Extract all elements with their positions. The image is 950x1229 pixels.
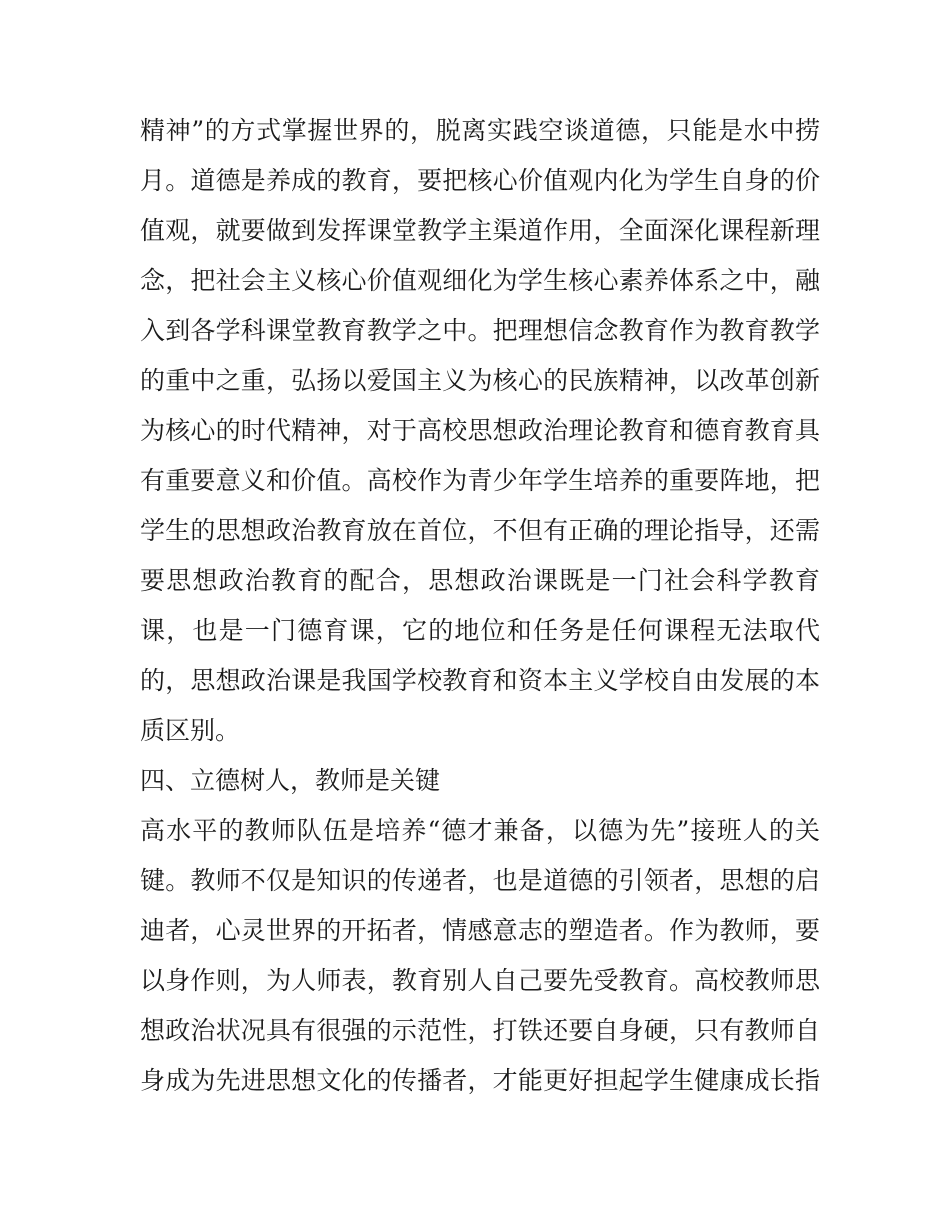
section-heading: 四、立德树人，教师是关键: [140, 766, 441, 795]
body-text: [140, 106, 820, 1106]
text-line: 的，思想政治课是我国学校教育和资本主义学校自由发展的本: [140, 666, 820, 695]
text-line: 迪者，心灵世界的开拓者，情感意志的塑造者。作为教师，要: [140, 916, 820, 945]
text-line: 有重要意义和价值。高校作为青少年学生培养的重要阵地，把: [140, 466, 820, 495]
text-line: 高水平的教师队伍是培养“德才兼备，以德为先”接班人的关: [140, 816, 820, 845]
text-line: 为核心的时代精神，对于高校思想政治理论教育和德育教育具: [140, 416, 820, 445]
text-line: 的重中之重，弘扬以爱国主义为核心的民族精神，以改革创新: [140, 366, 820, 395]
text-line: 想政治状况具有很强的示范性，打铁还要自身硬，只有教师自: [140, 1016, 820, 1045]
text-line: 质区别。: [140, 716, 241, 745]
text-line: 身成为先进思想文化的传播者，才能更好担起学生健康成长指: [140, 1066, 820, 1095]
text-line: 课，也是一门德育课，它的地位和任务是任何课程无法取代: [140, 616, 820, 645]
text-line: 精神”的方式掌握世界的，脱离实践空谈道德，只能是水中捞: [140, 116, 820, 145]
text-line: 键。教师不仅是知识的传递者，也是道德的引领者，思想的启: [140, 866, 820, 895]
text-line: 学生的思想政治教育放在首位，不但有正确的理论指导，还需: [140, 516, 820, 545]
text-line: 月。道德是养成的教育，要把核心价值观内化为学生自身的价: [140, 166, 820, 195]
text-line: 要思想政治教育的配合，思想政治课既是一门社会科学教育: [140, 566, 820, 595]
text-line: 念，把社会主义核心价值观细化为学生核心素养体系之中，融: [140, 266, 820, 295]
text-line: 以身作则，为人师表，教育别人自己要先受教育。高校教师思: [140, 966, 820, 995]
text-line: 值观，就要做到发挥课堂教学主渠道作用，全面深化课程新理: [140, 216, 820, 245]
text-line: 入到各学科课堂教育教学之中。把理想信念教育作为教育教学: [140, 316, 820, 345]
